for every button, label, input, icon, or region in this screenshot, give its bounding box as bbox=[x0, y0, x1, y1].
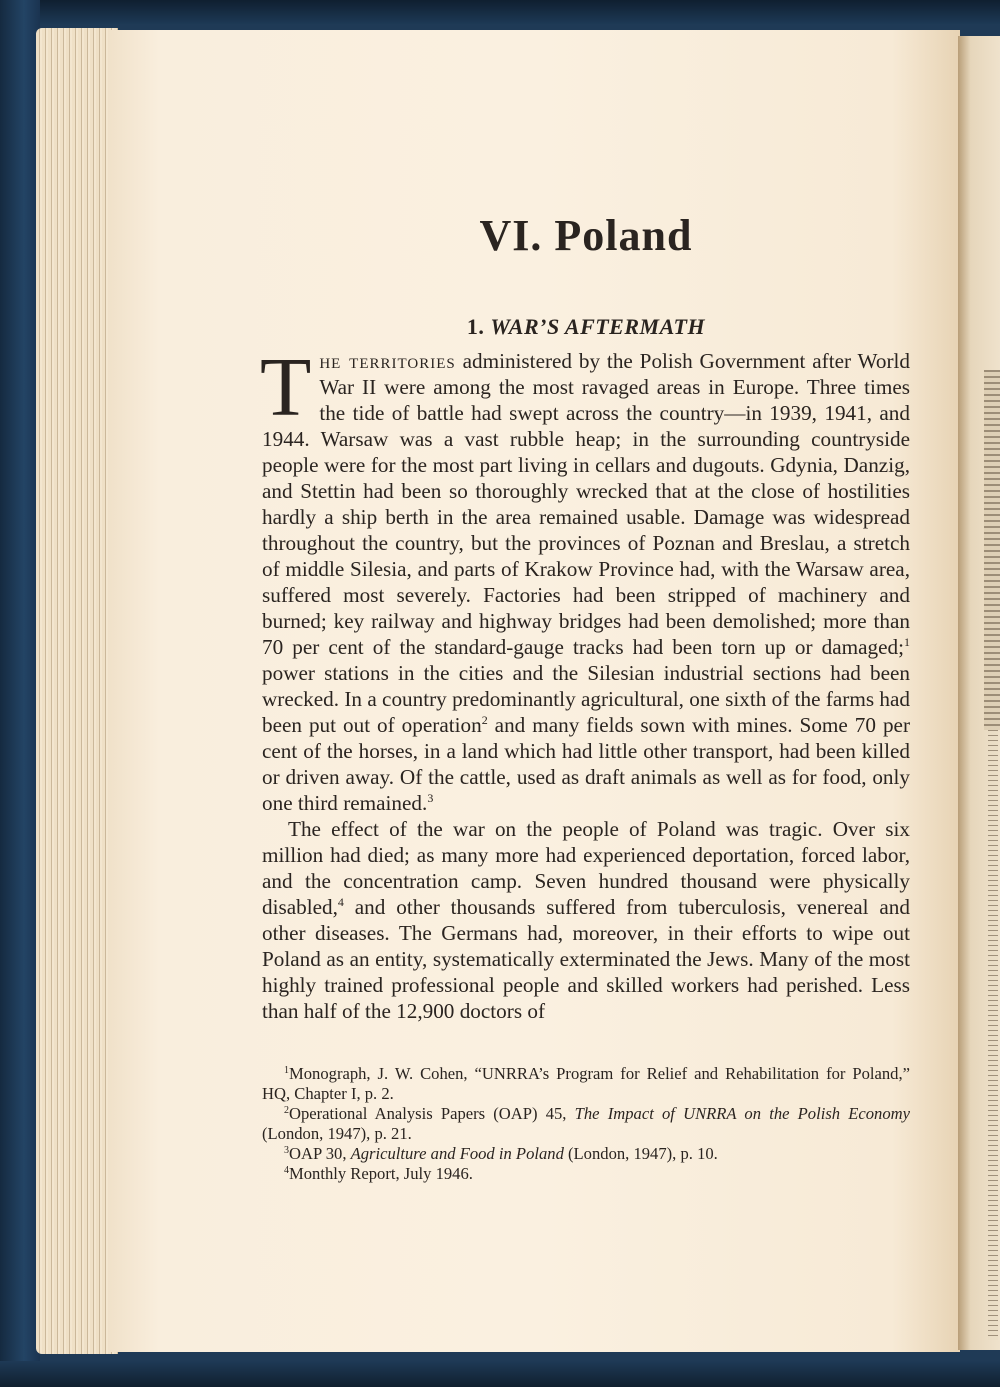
footnote bbox=[262, 1064, 910, 1104]
footnote-text: (London, 1947), p. 21. bbox=[262, 1124, 412, 1143]
footnote-number: 3 bbox=[284, 1145, 289, 1156]
footnote-ref-4: 4 bbox=[337, 895, 344, 909]
footnote-title: The Impact of UNRRA on the Polish Economy bbox=[574, 1104, 911, 1123]
opening-smallcaps: he territories bbox=[319, 349, 456, 373]
book-cover-top bbox=[0, 0, 1000, 24]
footnote bbox=[262, 1164, 910, 1184]
paragraph-2 bbox=[262, 816, 910, 1024]
page-edges bbox=[36, 28, 118, 1354]
footnote-text: Monthly Report, July 1946. bbox=[289, 1164, 473, 1183]
footnote-text: OAP 30, bbox=[289, 1144, 351, 1163]
paragraph-1-text-b: power stations in the cities and the Silesian industrial sections had been wrecked. In a country predominantly agricultural, one sixth of the farms had been put out of operation bbox=[262, 661, 910, 737]
footnote-number: 2 bbox=[284, 1105, 289, 1116]
section-heading bbox=[262, 314, 910, 340]
drop-cap: T bbox=[260, 341, 312, 434]
footnote-ref-2: 2 bbox=[481, 713, 488, 727]
paragraph-2-text-a: The effect of the war on the people of Poland was tragic. Over six million had died; as many more had experienced deportation, forced labor, and the concentration camp. Seven hundred thousand were physically disabled, bbox=[262, 817, 910, 919]
footnotes bbox=[262, 1064, 910, 1184]
facing-page-ornament bbox=[984, 370, 1000, 730]
paragraph-1-text-c: and many fields sown with mines. Some 70 per cent of the horses, in a land which had little other transport, had been killed or driven away. Of the cattle, used as draft animals as well as for food, only one third remained. bbox=[262, 713, 911, 815]
footnote-text: Monograph, J. W. Cohen, “UNRRA’s Program for Relief and Rehabilitation for Poland,” HQ, Chapter I, p. 2. bbox=[262, 1064, 910, 1103]
paragraph-1-text-a: administered by the Polish Government after World War II were among the most ravaged areas in Europe. Three times the tide of battle had swept across the country—in 1939, 1941, and 1944. Warsaw was a vast rubble heap; in the surrounding countryside people were for the most part living in cellars and dugouts. Gdynia, Danzig, and Stettin had been so thoroughly wrecked that at the close of hostilities hardly a ship berth in the area remained usable. Damage was widespread throughout the country, but the provinces of Poznan and Breslau, a stretch of middle Silesia, and parts of Krakow Province had, with the Warsaw area, suffered most severely. Factories had been stripped of machinery and burned; key railway and highway bridges had been demolished; more than 70 per cent of the standard-gauge tracks had been torn up or damaged; bbox=[262, 349, 910, 659]
footnote-ref-1: 1 bbox=[904, 635, 910, 649]
footnote-text: Operational Analysis Papers (OAP) 45, bbox=[289, 1104, 575, 1123]
book-cover-bottom bbox=[0, 1361, 1000, 1387]
footnote bbox=[262, 1104, 910, 1144]
book-cover-left bbox=[0, 0, 40, 1387]
section-number: 1. bbox=[466, 314, 485, 339]
facing-page-border bbox=[988, 730, 998, 1340]
footnote bbox=[262, 1144, 910, 1164]
footnote-text: (London, 1947), p. 10. bbox=[563, 1144, 718, 1163]
footnote-number: 4 bbox=[284, 1165, 289, 1176]
footnote-title: Agriculture and Food in Poland bbox=[350, 1144, 564, 1163]
chapter-title: VI. Poland bbox=[479, 211, 693, 260]
paragraph-2-text-b: and other thousands suffered from tuberculosis, venereal and other diseases. The Germans had, moreover, in their efforts to wipe out Poland as an entity, systematically exterminated the Jews. Many of the most highly trained professional people and skilled workers had perished. Less than half of the 12,900 doctors of bbox=[262, 895, 910, 1023]
paragraph-1 bbox=[260, 341, 911, 816]
footnote-number: 1 bbox=[284, 1065, 289, 1076]
section-title: WAR’S AFTERMATH bbox=[490, 314, 706, 339]
footnote-ref-3: 3 bbox=[427, 791, 434, 805]
body-text bbox=[260, 341, 911, 1024]
